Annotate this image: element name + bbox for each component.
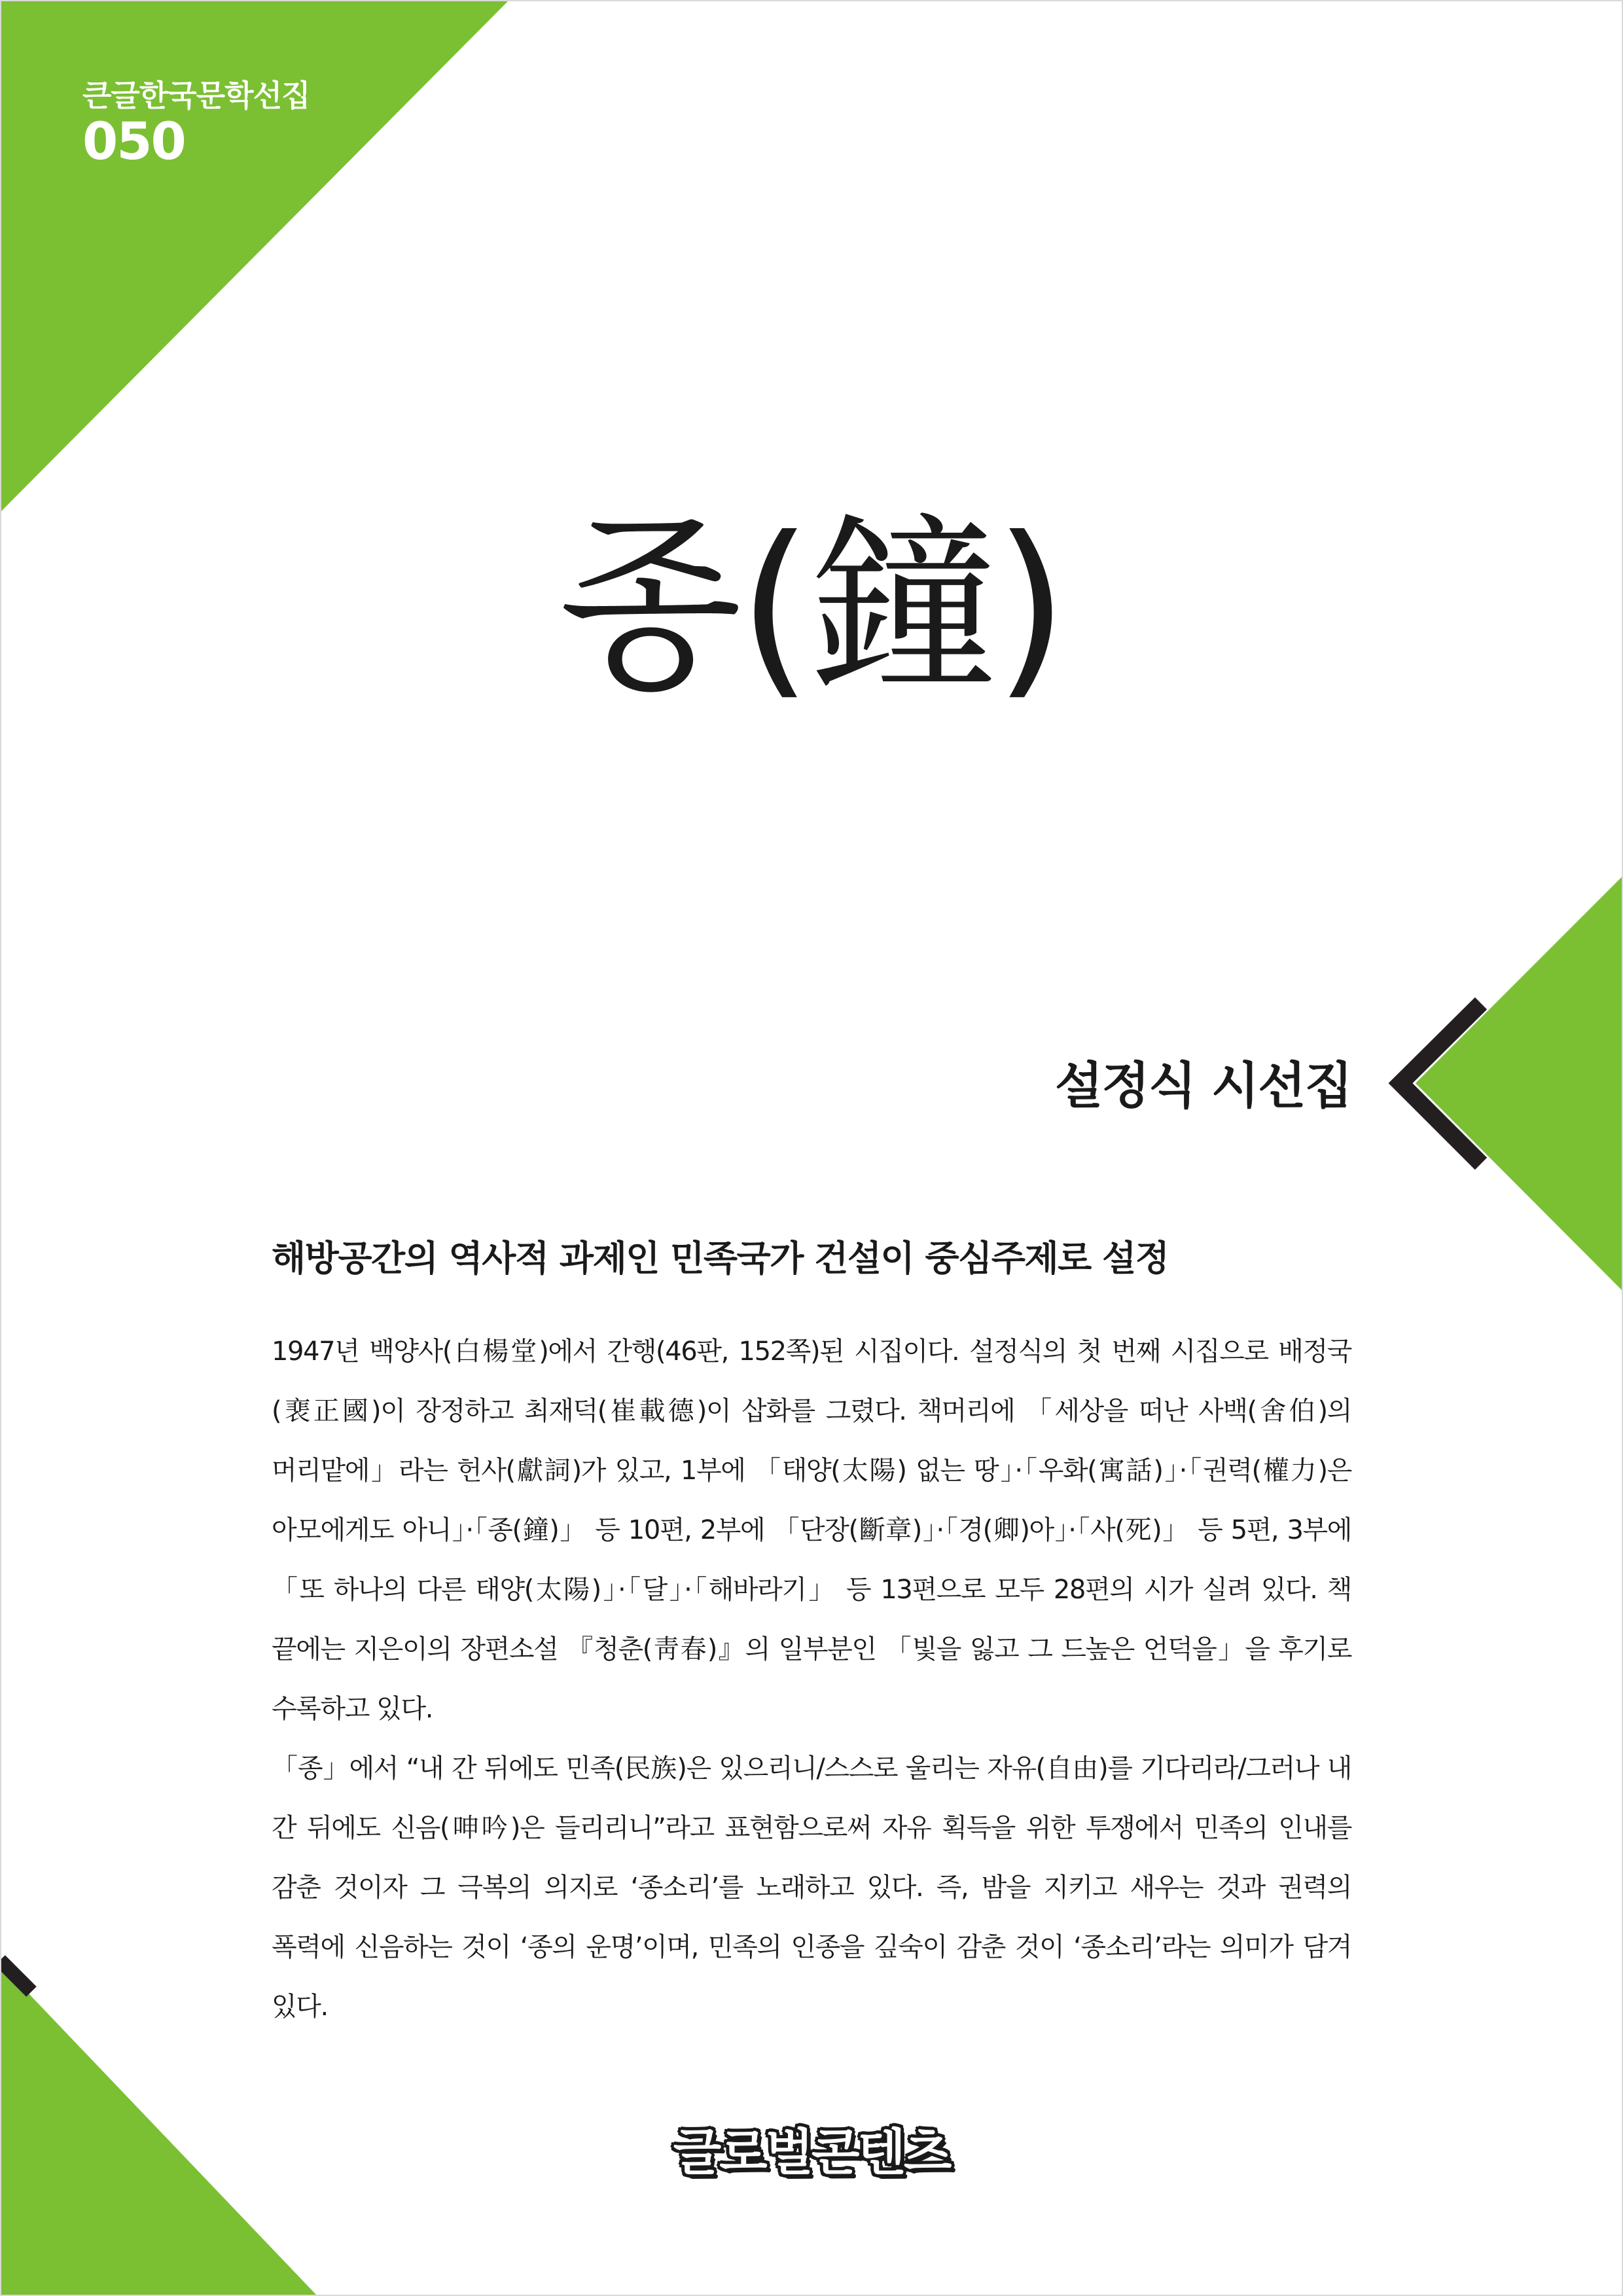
book-subtitle: 설정식 시선집: [1055, 1056, 1351, 1115]
description-paragraph: 1947년 백양사(白楊堂)에서 간행(46판, 152쪽)된 시집이다. 설정식의 첫 번째 시집으로 배정국(裵正國)이 장정하고 최재덕(崔載德)이 삽화를 그렸다. 책머리에 「세상을 떠난 사백(舍伯)의 머리맡에」라는 헌사(獻詞)가 있고, 1부에 「태양(太陽) 없는 땅」·「우화(寓話)」·「권력(權力)은 아모에게도 아니」·「종(鐘)」 등 10편, 2부에 「단장(斷章)」·「경(卿)아」·「사(死)」 등 5편, 3부에 「또 하나의 다른 태양(太陽)」·「달」·「해바라기」 등 13편으로 모두 28편의 시가 실려 있다. 책 끝에는 지은이의 장편소설 『청춘(靑春)』의 일부분인 「빛을 잃고 그 드높은 언덕을」을 후기로 수록하고 있다.: [272, 1336, 1351, 1724]
book-title: 종(鐘): [558, 497, 1065, 718]
summary-headline: 해방공간의 역사적 과제인 민족국가 건설이 중심주제로 설정: [272, 1238, 1169, 1279]
series-number: 050: [82, 113, 185, 171]
book-description: [272, 1322, 1351, 2037]
right-green-triangle: [1416, 876, 1623, 1291]
description-paragraph: 「종」에서 “내 간 뒤에도 민족(民族)은 있으리니/스스로 울리는 자유(自由)를 기다리라/그러나 내 간 뒤에도 신음(呻吟)은 들리리니”라고 표현함으로써 자유 획득을 위한 투쟁에서 민족의 인내를 감춘 것이자 그 극복의 의지로 ‘종소리’를 노래하고 있다. 즉, 밤을 지키고 새우는 것과 권력의 폭력에 신음하는 것이 ‘종의 운명’이며, 민족의 인종을 깊숙이 감춘 것이 ‘종소리’라는 의미가 담겨 있다.: [272, 1753, 1351, 2022]
publisher-logo: [0, 2113, 1623, 2184]
series-label: 큰글한국문학선집: [82, 78, 310, 113]
publisher-name: 글로벌콘텐츠: [673, 2123, 950, 2181]
